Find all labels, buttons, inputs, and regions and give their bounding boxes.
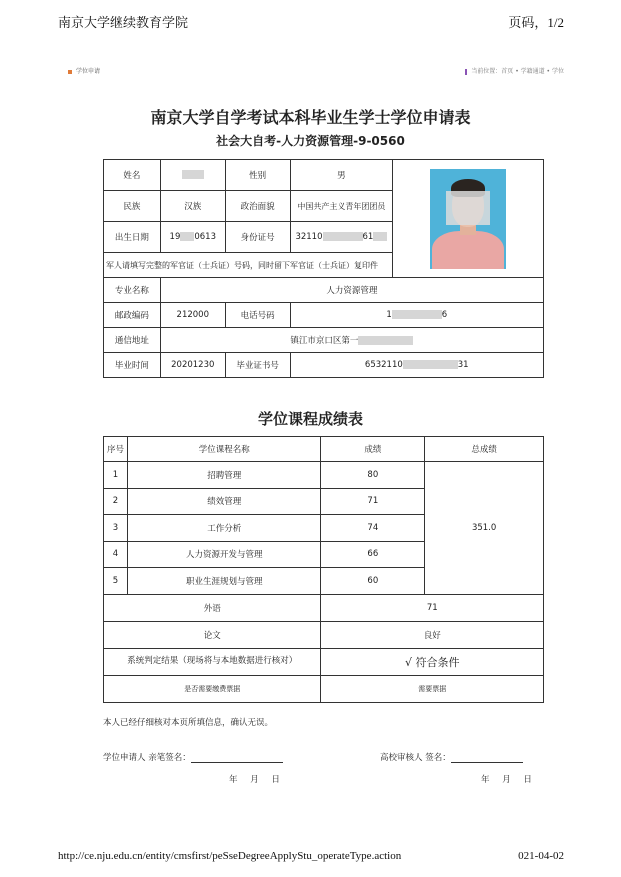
cert-value: 6532110 31 [290,353,543,378]
section-marker-icon [68,70,72,74]
row-no: 4 [104,541,128,568]
gender-value: 男 [290,160,393,191]
zip-label: 邮政编码 [104,303,161,328]
row-no: 5 [104,568,128,595]
location-marker-icon [465,69,467,75]
row-score: 74 [321,515,425,542]
reviewer-signature-label: 高校审核人 签名： [380,753,451,763]
photo-cell [393,160,544,278]
grades-title: 学位课程成绩表 [257,410,363,428]
military-note: 军人请填写完整的军官证（士兵证）号码，同时留下军官证（士兵证）复印件 [104,253,393,278]
header-course: 学位课程名称 [127,437,321,462]
section-label: 学位申请 [76,68,101,75]
system-result-value: √ 符合条件 [321,648,544,675]
declaration-text: 本人已经仔细核对本页所填信息，确认无误。 [103,718,274,728]
name-label: 姓名 [104,160,161,191]
political-value: 中国共产主义青年团团员 [290,191,393,222]
row-score: 60 [321,568,425,595]
breadcrumb-bar [68,66,564,80]
id-value: 32110 61 [290,222,393,253]
row-course: 职业生涯规划与管理 [127,568,321,595]
row-score: 80 [321,462,425,489]
row-no: 2 [104,488,128,515]
total-score: 351.0 [425,462,544,595]
row-course: 招聘管理 [127,462,321,489]
name-value [160,160,225,191]
applicant-info-table [103,159,544,378]
grades-table [103,436,544,703]
reviewer-signature-line [451,753,523,763]
print-footer-date: 021-04-02 [518,850,564,862]
row-course: 绩效管理 [127,488,321,515]
applicant-date: 年 月 日 [229,775,280,785]
header-score: 成绩 [321,437,425,462]
grad-time-value: 20201230 [160,353,225,378]
row-score: 66 [321,541,425,568]
print-header-title: 南京大学继续教育学院 [58,16,189,31]
header-total: 总成绩 [425,437,544,462]
redacted-name [182,170,204,179]
id-label: 身份证号 [225,222,290,253]
address-value: 镇江市京口区第一 [160,328,543,353]
applicant-photo [430,169,506,269]
phone-label: 电话号码 [225,303,290,328]
system-result-label: 系统判定结果（现场将与本地数据进行核对） [104,648,321,675]
ethnic-label: 民族 [104,191,161,222]
row-course: 工作分析 [127,515,321,542]
address-label: 通信地址 [104,328,161,353]
page-subtitle: 社会大自考-人力资源管理-9-0560 [216,134,405,148]
row-score: 71 [321,488,425,515]
applicant-signature [103,751,283,763]
reviewer-date: 年 月 日 [481,775,532,785]
major-value: 人力资源管理 [160,278,543,303]
row-course: 人力资源开发与管理 [127,541,321,568]
thesis-label: 论文 [104,621,321,648]
row-no: 3 [104,515,128,542]
breadcrumb-text: 当前位置：首页 • 学籍通道 • 学位 [471,68,564,75]
fee-label: 是否需要缴费票据 [104,675,321,702]
foreign-label: 外语 [104,594,321,621]
applicant-signature-line [191,753,283,763]
major-label: 专业名称 [104,278,161,303]
foreign-value: 71 [321,594,544,621]
gender-label: 性别 [225,160,290,191]
header-no: 序号 [104,437,128,462]
zip-value: 212000 [160,303,225,328]
print-page-number: 页码，1/2 [508,15,564,30]
row-no: 1 [104,462,128,489]
page-title: 南京大学自学考试本科毕业生学士学位申请表 [150,108,471,127]
grad-time-label: 毕业时间 [104,353,161,378]
political-label: 政治面貌 [225,191,290,222]
fee-value: 需要票据 [321,675,544,702]
reviewer-signature [380,751,523,763]
birth-value: 19 0613 [160,222,225,253]
cert-label: 毕业证书号 [225,353,290,378]
applicant-signature-label: 学位申请人 亲笔签名： [103,753,191,763]
print-footer-url: http://ce.nju.edu.cn/entity/cmsfirst/peSseDegreeApplyStu_operateType.action [58,850,402,862]
thesis-value: 良好 [321,621,544,648]
phone-value: 1 6 [290,303,543,328]
ethnic-value: 汉族 [160,191,225,222]
breadcrumb [465,66,564,75]
birth-label: 出生日期 [104,222,161,253]
